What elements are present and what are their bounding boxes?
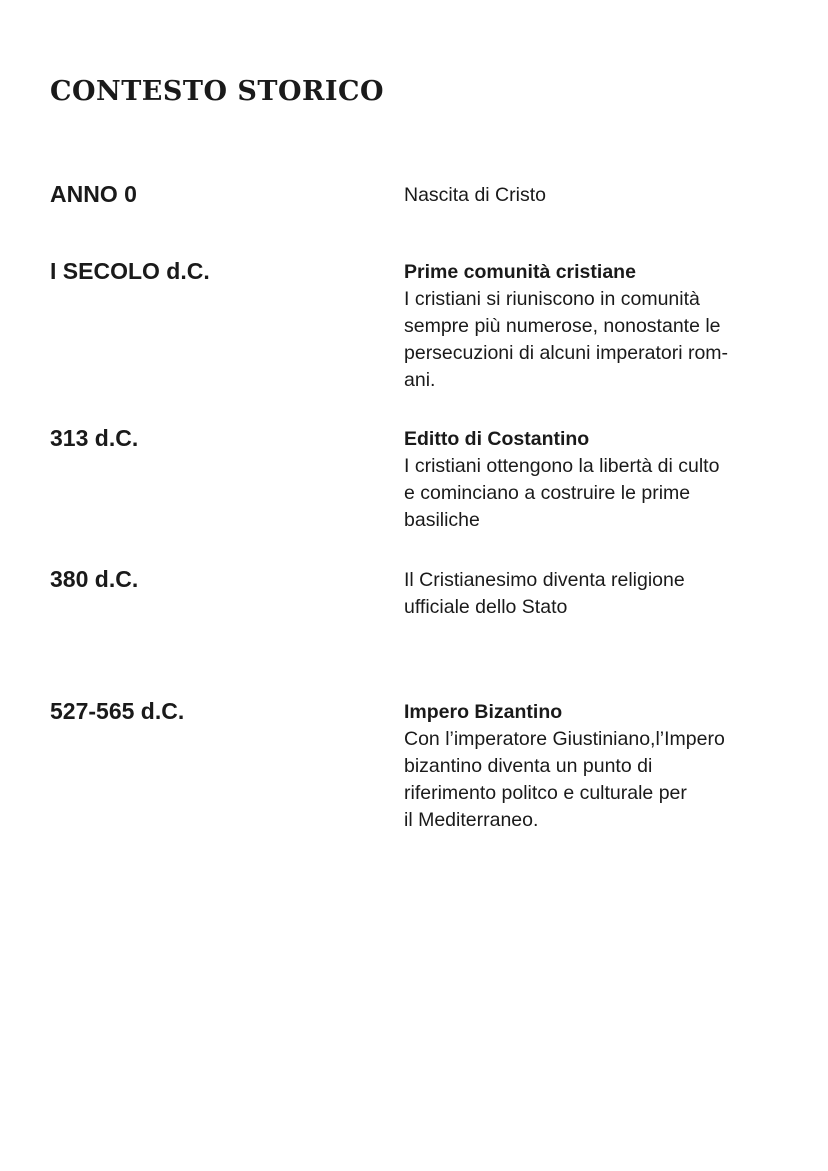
timeline-description (404, 699, 804, 834)
timeline-description (404, 567, 804, 621)
timeline-date: 313 d.C. (50, 425, 139, 451)
description-line: bizantino diventa un punto di (404, 755, 653, 777)
description-line: Nascita di Cristo (404, 184, 546, 206)
description-heading: Prime comunità cristiane (404, 261, 636, 283)
description-line: sempre più numerose, nonostante le (404, 315, 721, 337)
page-title: CONTESTO STORICO (50, 76, 385, 107)
description-line: I cristiani ottengono la libertà di culto (404, 455, 720, 477)
description-line: e cominciano a costruire le prime (404, 482, 691, 504)
timeline-date: 380 d.C. (50, 566, 139, 592)
description-line: I cristiani si riuniscono in comunità (404, 288, 700, 310)
description-heading: Impero Bizantino (404, 701, 563, 723)
description-line: persecuzioni di alcuni imperatori rom- (404, 342, 729, 364)
description-line: il Mediterraneo. (404, 809, 539, 831)
description-line: Con l’imperatore Giustiniano,l’Impero (404, 728, 725, 750)
timeline-date: ANNO 0 (50, 181, 137, 207)
timeline-description (404, 182, 804, 209)
timeline-description (404, 426, 804, 534)
description-line: Il Cristianesimo diventa religione (404, 569, 685, 591)
timeline-date: 527-565 d.C. (50, 698, 185, 724)
timeline-date: I SECOLO d.C. (50, 258, 210, 284)
description-heading: Editto di Costantino (404, 428, 590, 450)
timeline-description (404, 259, 804, 394)
description-line: ani. (404, 369, 436, 391)
description-line: ufficiale dello Stato (404, 596, 568, 618)
description-line: riferimento politco e culturale per (404, 782, 687, 804)
description-line: basiliche (404, 509, 480, 531)
